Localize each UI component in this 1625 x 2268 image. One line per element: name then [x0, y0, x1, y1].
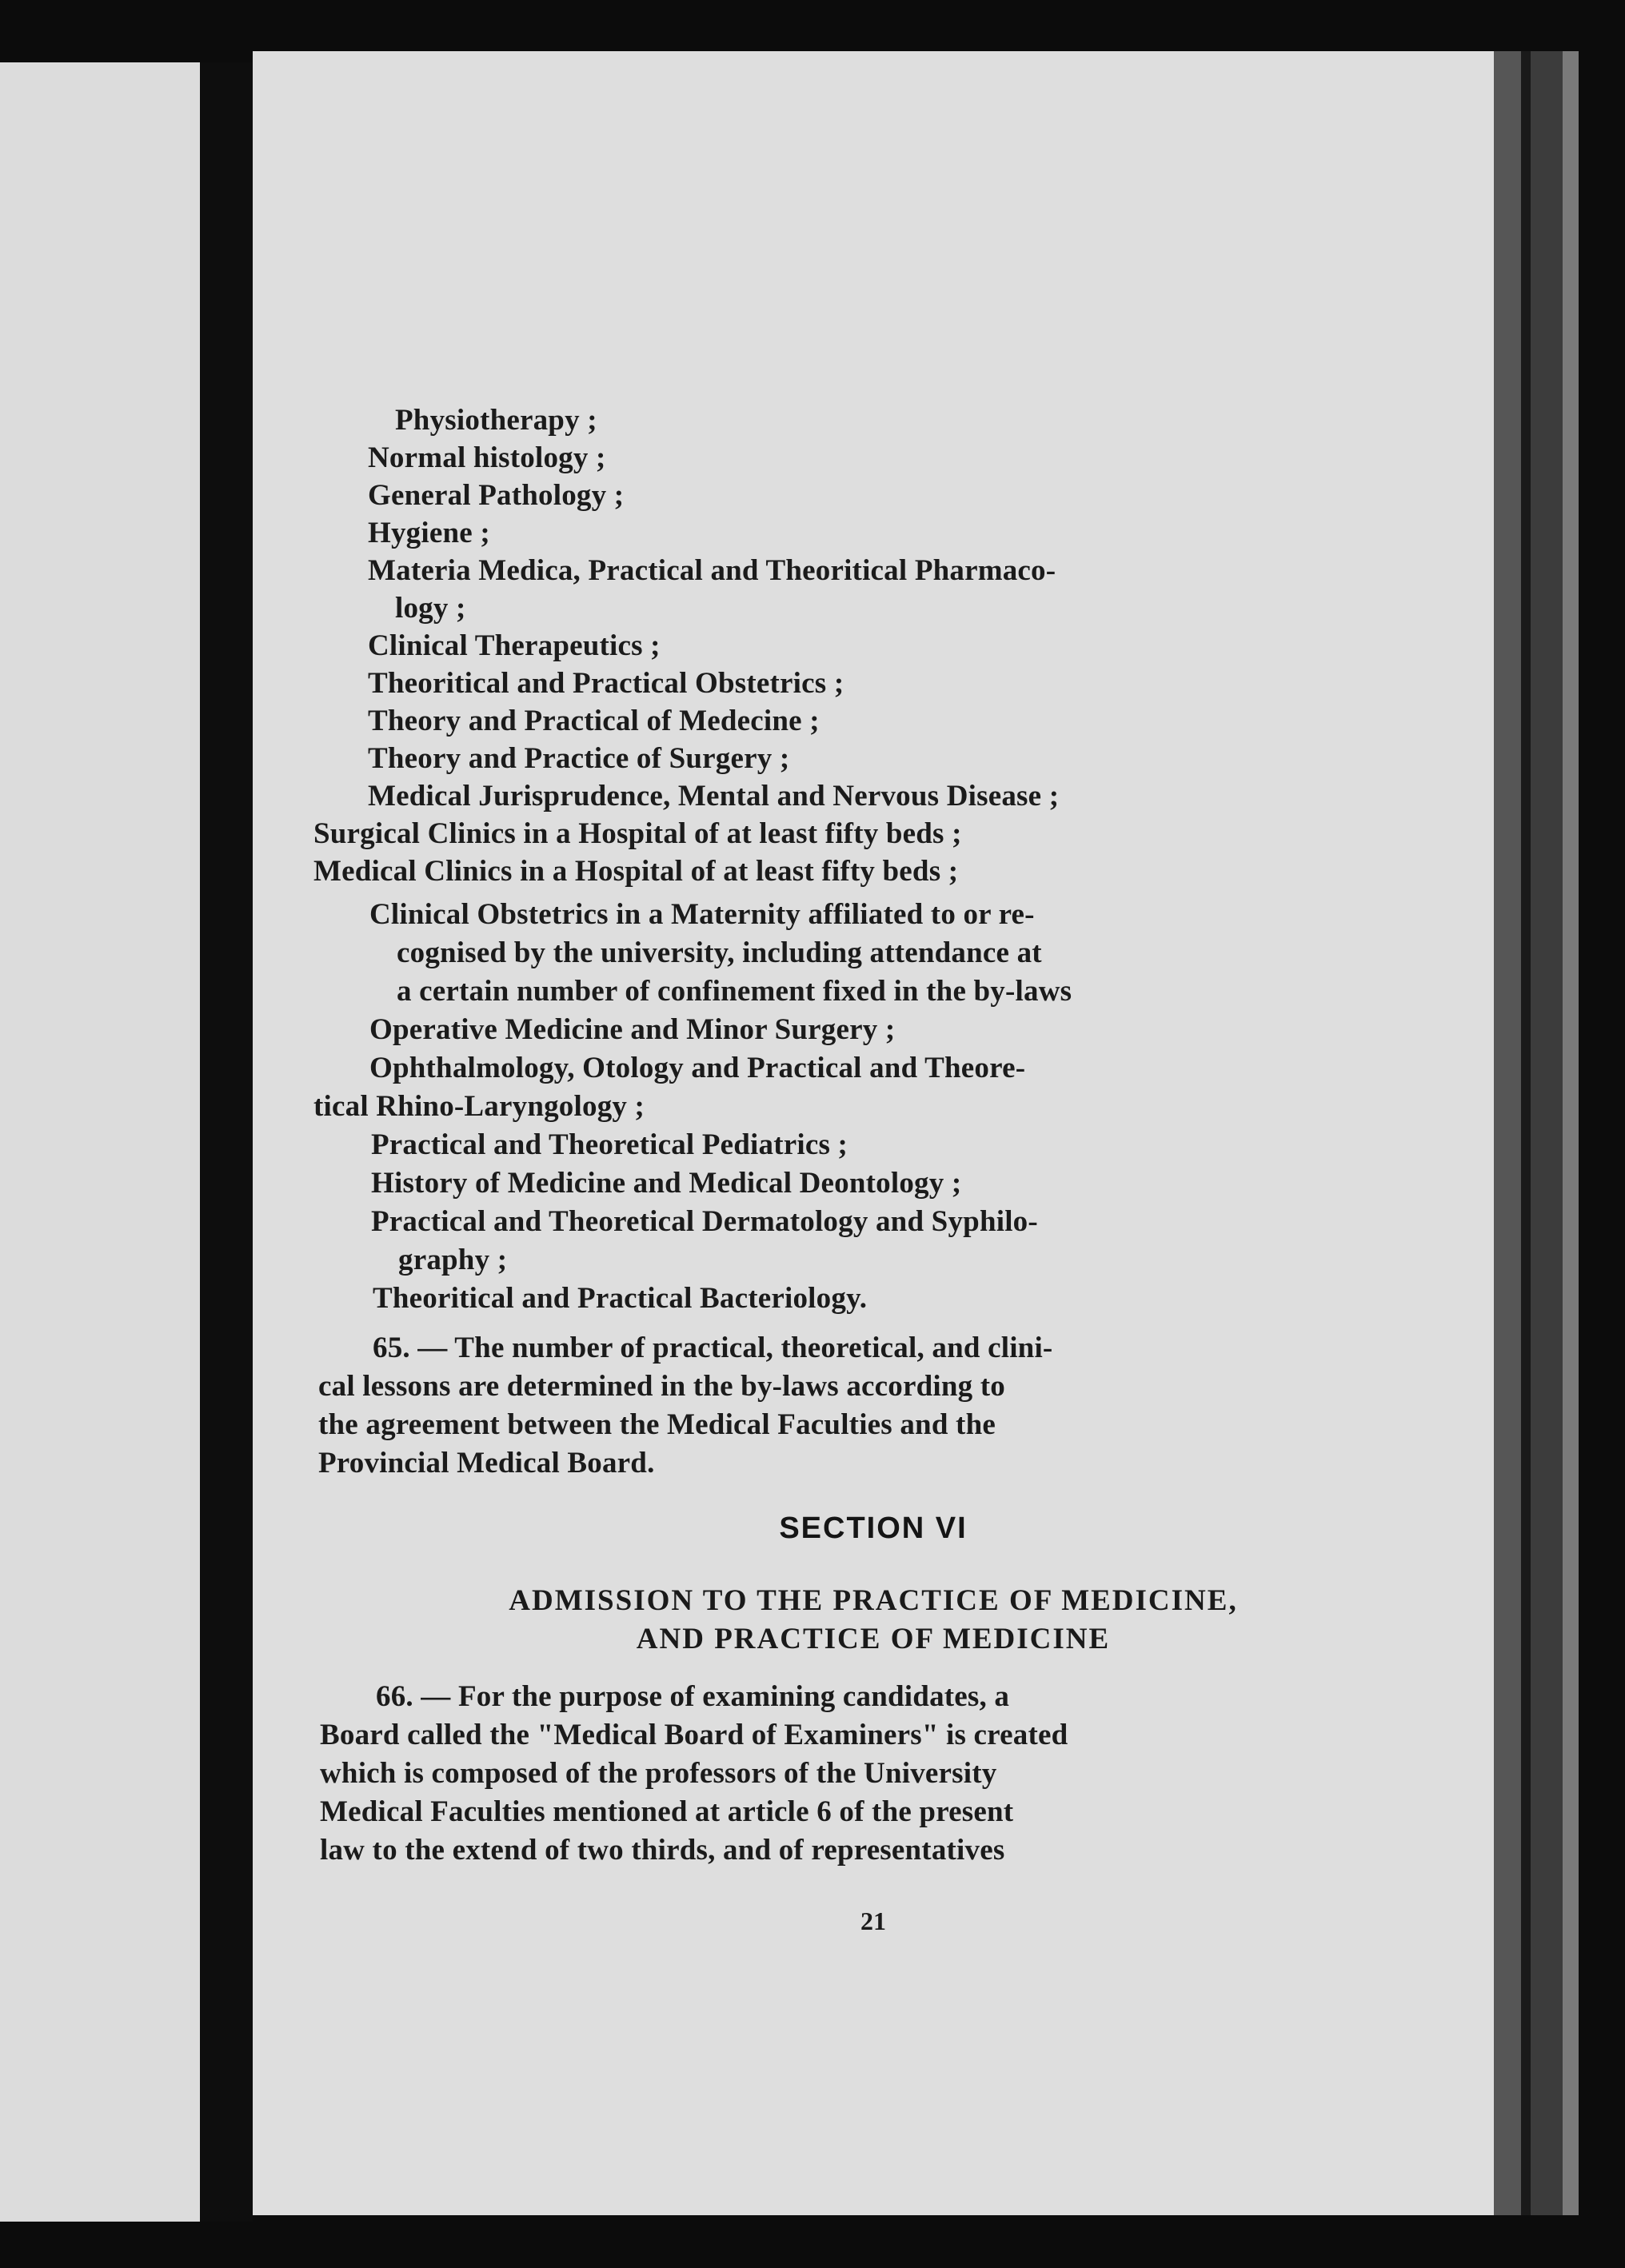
subject-item: Practical and Theoretical Pediatrics ;: [371, 1128, 848, 1161]
subject-item: Ophthalmology, Otology and Practical and Theore-: [369, 1052, 1026, 1084]
subject-item: a certain number of confinement fixed in the by-laws: [397, 975, 1072, 1008]
paragraph-line: 65. — The number of practical, theoretical, and clini-: [373, 1332, 1053, 1364]
paragraph-line: the agreement between the Medical Faculties and the: [318, 1408, 996, 1441]
section-subtitle: ADMISSION TO THE PRACTICE OF MEDICINE,: [509, 1584, 1238, 1617]
paragraph-line: Provincial Medical Board.: [318, 1447, 655, 1479]
subject-item: General Pathology ;: [368, 479, 625, 512]
paragraph-line: law to the extend of two thirds, and of representatives: [320, 1834, 1005, 1867]
paragraph-line: Medical Faculties mentioned at article 6 of the present: [320, 1795, 1014, 1828]
book-gutter: [200, 62, 253, 2222]
paragraph-line: 66. — For the purpose of examining candidates, a: [376, 1680, 1010, 1713]
subject-item: graphy ;: [398, 1244, 508, 1276]
subject-item: Theory and Practical of Medecine ;: [368, 705, 820, 737]
subject-item: Surgical Clinics in a Hospital of at least fifty beds ;: [313, 817, 962, 850]
subject-item: Clinical Therapeutics ;: [368, 629, 661, 662]
page-edge: [1521, 51, 1531, 2215]
subject-item: Medical Jurisprudence, Mental and Nervous Disease ;: [368, 780, 1060, 813]
subject-item: tical Rhino-Laryngology ;: [313, 1090, 645, 1123]
section-title: SECTION VI: [779, 1511, 968, 1545]
page-edge: [1494, 51, 1521, 2215]
subject-item: Operative Medicine and Minor Surgery ;: [369, 1013, 896, 1046]
subject-item: Theoritical and Practical Obstetrics ;: [368, 667, 844, 700]
left-facing-page: [0, 62, 200, 2222]
subject-item: Clinical Obstetrics in a Maternity affiliated to or re-: [369, 898, 1035, 931]
paragraph-line: Board called the "Medical Board of Examiners" is created: [320, 1719, 1068, 1751]
paragraph-line: cal lessons are determined in the by-laws according to: [318, 1370, 1005, 1403]
subject-item: Materia Medica, Practical and Theoritical Pharmaco-: [368, 554, 1056, 587]
page-edge: [1531, 51, 1563, 2215]
subject-item: cognised by the university, including attendance at: [397, 936, 1042, 969]
subject-item: Medical Clinics in a Hospital of at least fifty beds ;: [313, 855, 959, 888]
subject-item: Practical and Theoretical Dermatology and Syphilo-: [371, 1205, 1038, 1238]
subject-item: logy ;: [395, 592, 466, 625]
subject-item: Normal histology ;: [368, 441, 606, 474]
subject-item: Theoritical and Practical Bacteriology.: [373, 1282, 868, 1315]
page-edge: [1563, 51, 1579, 2215]
paragraph-line: which is composed of the professors of the University: [320, 1757, 997, 1790]
subject-item: Physiotherapy ;: [395, 404, 597, 437]
subject-item: Theory and Practice of Surgery ;: [368, 742, 790, 775]
page-number: 21: [860, 1907, 886, 1935]
subject-item: Hygiene ;: [368, 517, 490, 549]
section-subtitle: AND PRACTICE OF MEDICINE: [636, 1623, 1111, 1655]
subject-item: History of Medicine and Medical Deontology ;: [371, 1167, 962, 1200]
